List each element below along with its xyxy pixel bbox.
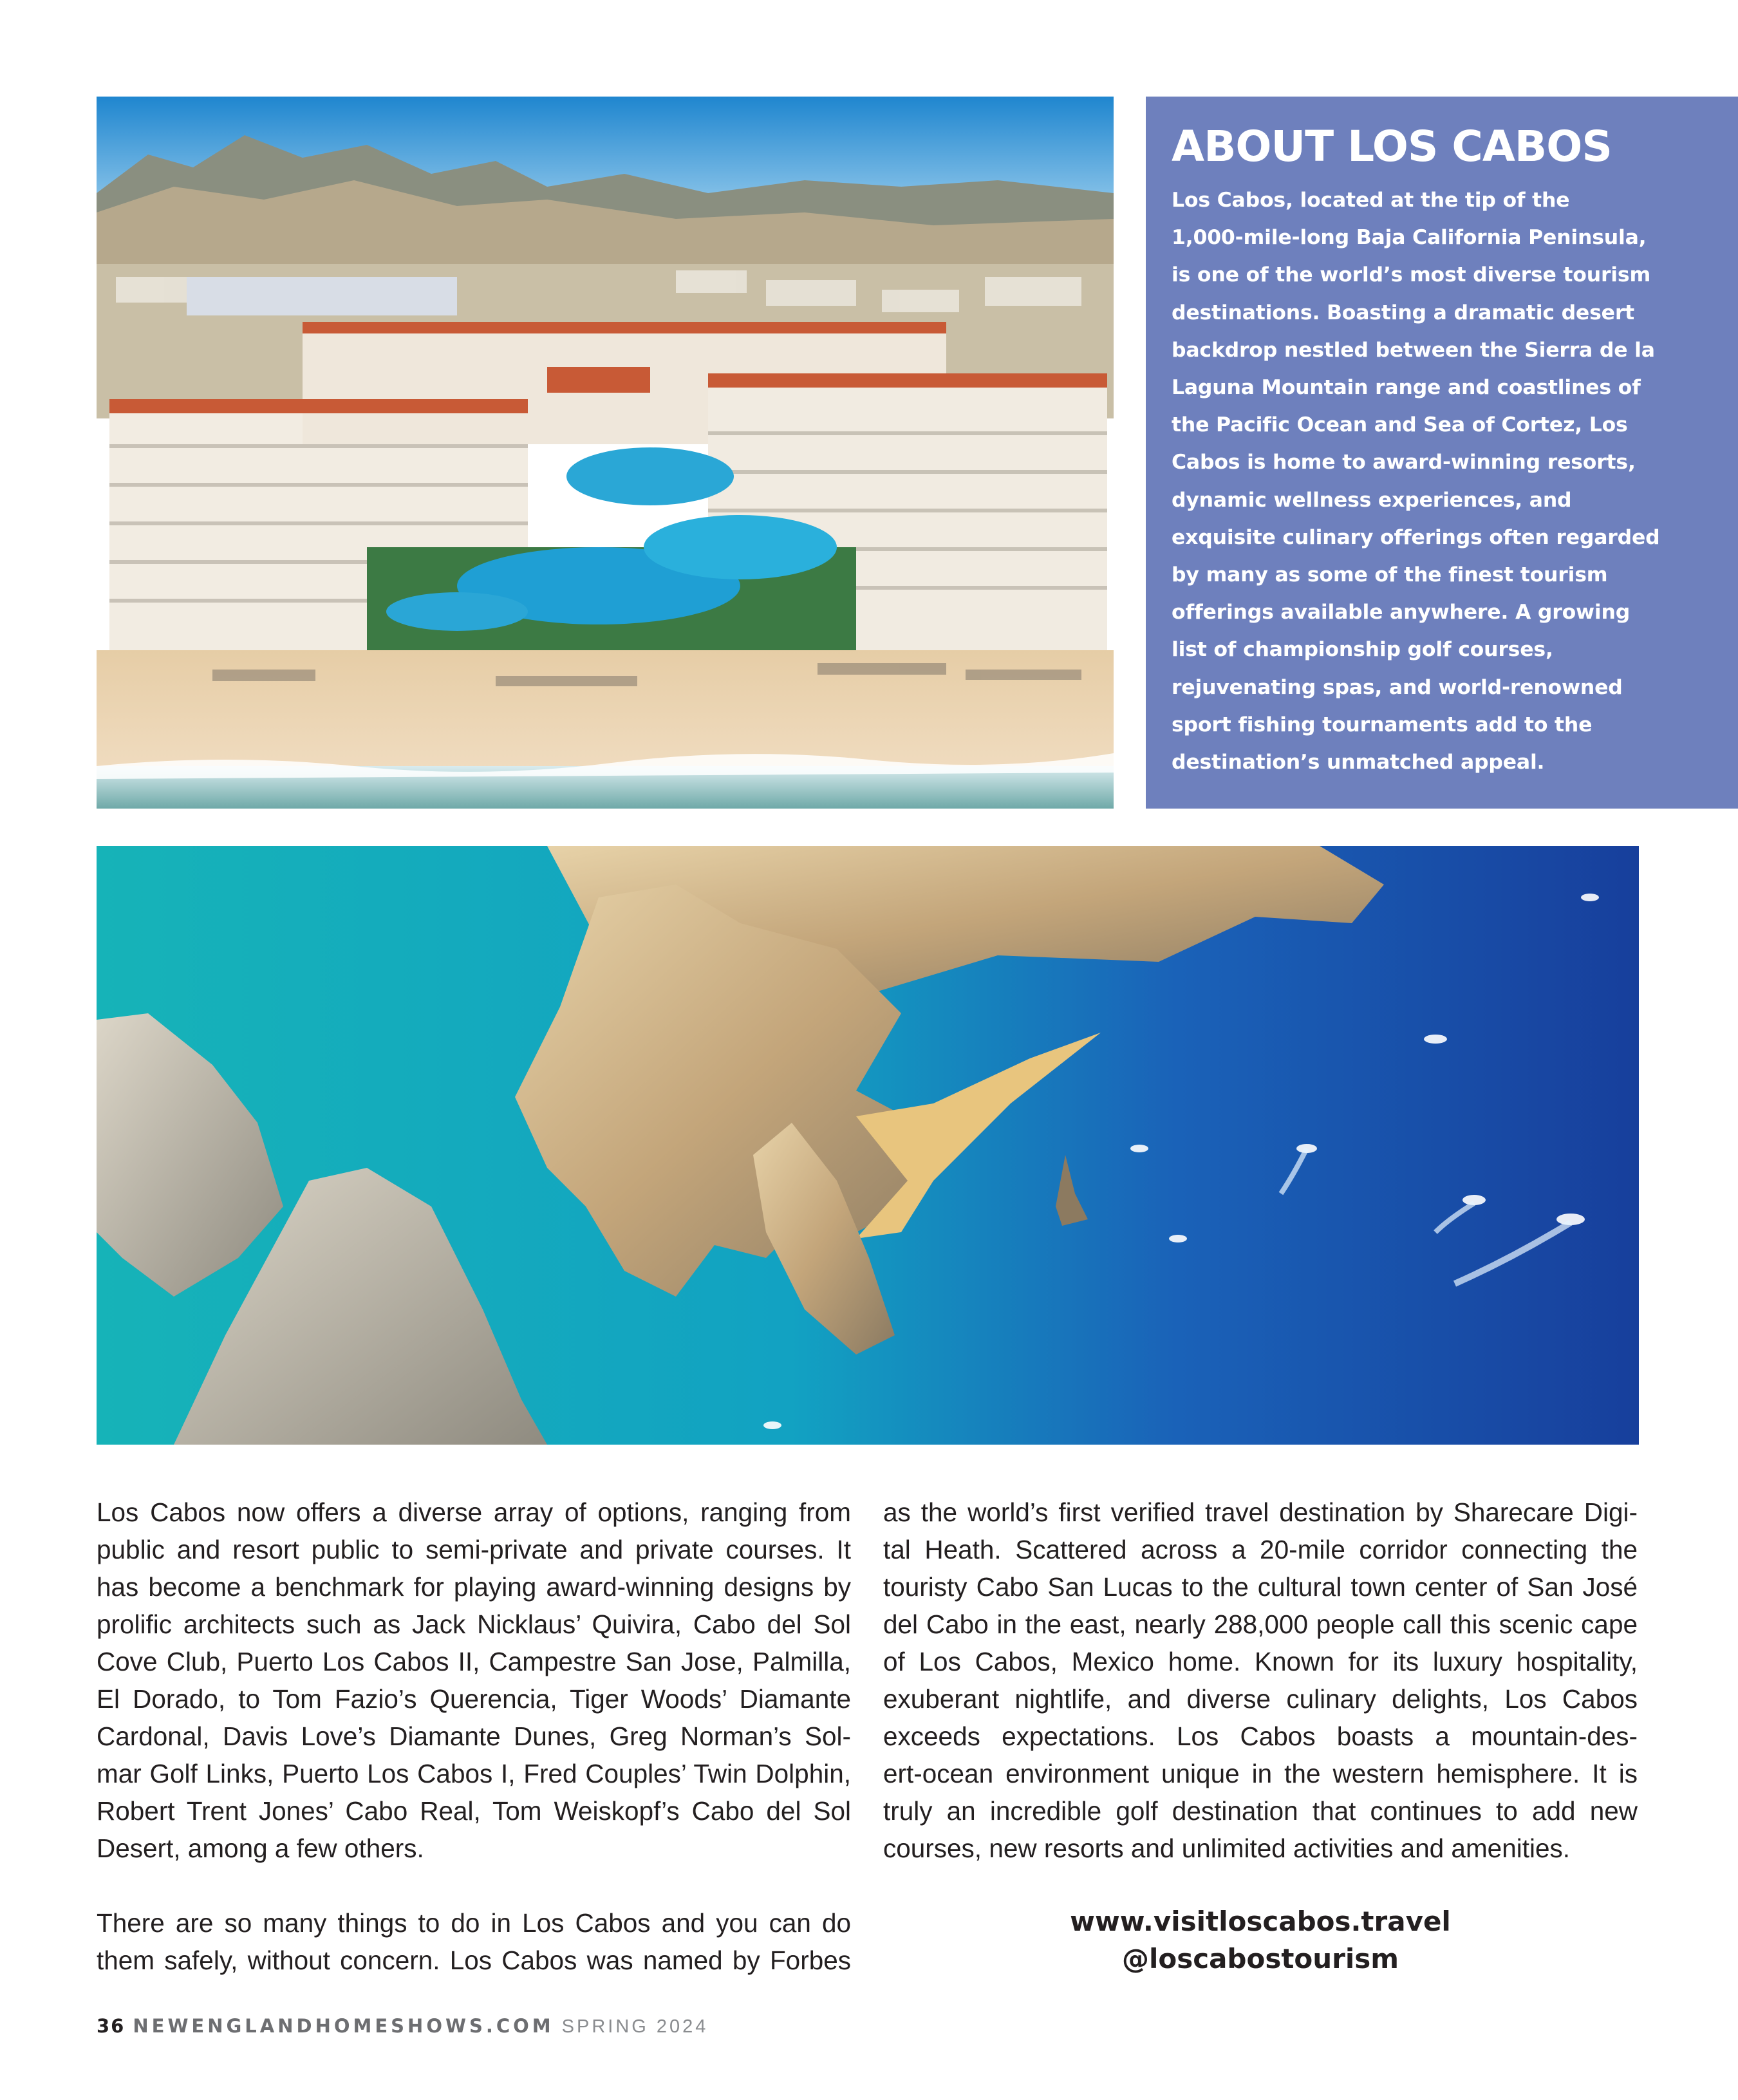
coastline-arch-photo [97,846,1639,1445]
article-line: del Cabo in the east, nearly 288,000 people call this scenic cape [883,1609,1638,1639]
sidebar-line: offerings available anywhere. A growing [1172,601,1631,624]
article-line: Robert Trent Jones’ Cabo Real, Tom Weiskopf’s Cabo del Sol [97,1796,851,1826]
article-line: prolific architects such as Jack Nicklaus’ Quivira, Cabo del Sol [97,1609,851,1639]
article-line: them safely, without concern. Los Cabos was named by Forbes [97,1945,851,1975]
article-line: Cove Club, Puerto Los Cabos II, Campestre San Jose, Palmilla, [97,1647,851,1676]
article-line: tal Heath. Scattered across a 20-mile corridor connecting the [883,1535,1638,1564]
sidebar-title: ABOUT LOS CABOS [1172,122,1612,171]
sidebar-line: is one of the world’s most diverse tourism [1172,263,1651,287]
article-line: exuberant nightlife, and diverse culinary delights, Los Cabos [883,1684,1638,1714]
sidebar-line: the Pacific Ocean and Sea of Cortez, Los [1172,413,1628,437]
sidebar-line: destinations. Boasting a dramatic desert [1172,301,1635,324]
sidebar-line: list of championship golf courses, [1172,638,1553,662]
article-line: El Dorado, to Tom Fazio’s Querencia, Tiger Woods’ Diamante [97,1684,851,1714]
article-line: Los Cabos now offers a diverse array of options, ranging from [97,1497,851,1527]
footer-issue: SPRING 2024 [561,2016,709,2037]
article-line: of Los Cabos, Mexico home. Known for its luxury hospitality, [883,1647,1638,1676]
article-line: courses, new resorts and unlimited activities and amenities. [883,1833,1571,1863]
sidebar-line: sport fishing tournaments add to the [1172,713,1593,736]
sidebar-line: Cabos is home to award-winning resorts, [1172,451,1636,474]
article-line: ert-ocean environment unique in the western hemisphere. It is [883,1759,1638,1788]
article-line: Desert, among a few others. [97,1833,424,1863]
sidebar-line: by many as some of the finest tourism [1172,563,1608,587]
article-line: exceeds expectations. Los Cabos boasts a mountain-des- [883,1721,1638,1751]
article-line: touristy Cabo San Lucas to the cultural town center of San José [883,1572,1638,1602]
article-line: truly an incredible golf destination that continues to add new [883,1796,1638,1826]
article-line: There are so many things to do in Los Cabos and you can do [97,1908,851,1938]
article-line: Cardonal, Davis Love’s Diamante Dunes, Greg Norman’s Sol- [97,1721,851,1751]
website-link[interactable]: www.visitloscabos.travel [1070,1906,1451,1937]
contact-block [883,1903,1638,1978]
article-column-right [883,1494,1638,1867]
page-footer [97,2015,708,2038]
social-handle[interactable]: @loscabostourism [1121,1943,1399,1974]
sidebar-line: exquisite culinary offerings often regarded [1172,525,1660,549]
sidebar-line: rejuvenating spas, and world-renowned [1172,675,1623,699]
article-line: public and resort public to semi-private and private courses. It [97,1535,851,1564]
sidebar-line: Los Cabos, located at the tip of the [1172,189,1570,212]
article-line: as the world’s first verified travel destination by Sharecare Digi- [883,1497,1638,1527]
resort-aerial-photo [97,97,1114,809]
sidebar-line: Laguna Mountain range and coastlines of [1172,376,1641,400]
article-column-left [97,1494,851,1979]
page-number: 36 [97,2015,126,2037]
article-line: has become a benchmark for playing award-winning designs by [97,1572,851,1602]
sidebar-line: 1,000-mile-long Baja California Peninsula, [1172,226,1647,250]
about-sidebar [1146,97,1738,809]
sidebar-body [1172,182,1712,781]
sidebar-line: backdrop nestled between the Sierra de la [1172,338,1655,362]
article-line: mar Golf Links, Puerto Los Cabos I, Fred Couples’ Twin Dolphin, [97,1759,851,1788]
footer-site-name: NEWENGLANDHOMESHOWS.COM [133,2015,554,2037]
sidebar-line: destination’s unmatched appeal. [1172,751,1545,774]
sidebar-line: dynamic wellness experiences, and [1172,488,1572,512]
